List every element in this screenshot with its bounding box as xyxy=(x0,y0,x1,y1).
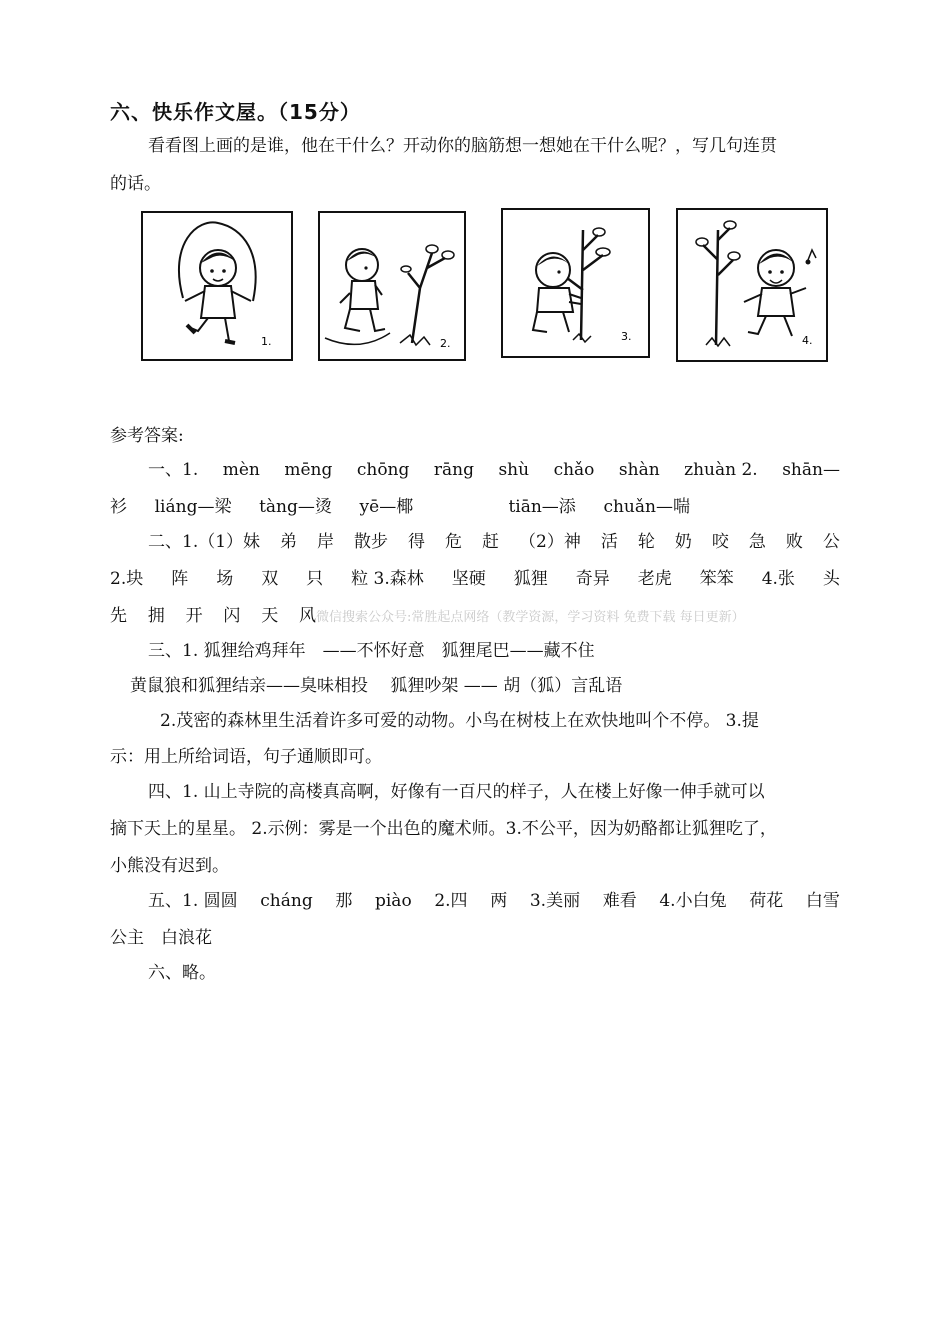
answer-token: 2.四 xyxy=(434,891,468,911)
answer-2-line-1 xyxy=(148,530,840,554)
answer-token: 3.美丽 xyxy=(529,891,581,911)
answer-5-line-2: 公主 白浪花 xyxy=(110,928,212,948)
answer-token: 公 xyxy=(822,532,840,552)
answer-token: 危 xyxy=(445,532,463,552)
answer-token: 难看 xyxy=(602,891,637,911)
answer-token: 急 xyxy=(748,532,766,552)
answer-token: 白雪 xyxy=(805,891,840,911)
answer-token: chǎo xyxy=(553,460,595,480)
answer-token: 拥 xyxy=(147,606,165,626)
answer-token: 粒 3.森林 xyxy=(351,569,424,589)
answer-token xyxy=(441,495,481,519)
prompt-line-2: 的话。 xyxy=(110,174,161,194)
answer-token: 4.小白兔 xyxy=(659,891,727,911)
answer-token: chōng xyxy=(356,460,410,480)
answer-token: yē—椰 xyxy=(359,497,414,517)
answer-token: 奇异 xyxy=(575,569,610,589)
answer-token: 风 xyxy=(298,606,316,626)
answer-token: 奶 xyxy=(674,532,692,552)
answers-title: 参考答案: xyxy=(110,426,184,446)
happy-boy-and-tree-drawing xyxy=(678,210,826,360)
answer-token: 2.块 xyxy=(110,569,144,589)
answer-6-line: 六、略。 xyxy=(148,963,216,983)
answer-token: mèn xyxy=(222,460,260,480)
answer-token: 闪 xyxy=(223,606,241,626)
jump-rope-drawing xyxy=(143,213,291,359)
answer-1-line-2 xyxy=(110,495,690,519)
answer-token: 4.张 xyxy=(761,569,795,589)
answer-token: 开 xyxy=(185,606,203,626)
answer-token: tàng—烫 xyxy=(259,497,332,517)
panel-number-2: 2. xyxy=(440,337,451,350)
answer-token: shù xyxy=(498,460,530,480)
section-heading: 六、快乐作文屋。（15分） xyxy=(110,100,361,124)
answer-token: liáng—梁 xyxy=(154,497,232,517)
answer-2-line-3-tokens xyxy=(110,604,316,628)
answer-token: 阵 xyxy=(171,569,189,589)
answer-token: 先 xyxy=(110,606,127,626)
picture-panel-4 xyxy=(676,208,828,362)
answer-token: shàn xyxy=(618,460,660,480)
panel-number-3: 3. xyxy=(621,330,632,343)
answer-token: 头 xyxy=(822,569,840,589)
answer-3-line-2: 黄鼠狼和狐狸结亲——臭味相投 狐狸吵架 —— 胡（狐）言乱语 xyxy=(130,676,623,696)
answer-token: 双 xyxy=(261,569,279,589)
answer-token: 散步 xyxy=(354,532,389,552)
answer-token: 笨笨 xyxy=(699,569,734,589)
watermark-text: 微信搜索公众号:常胜起点网络（教学资源，学习资料 免费下载 每日更新） xyxy=(316,610,745,625)
answer-token: 场 xyxy=(216,569,234,589)
answer-token: 赶 xyxy=(482,532,500,552)
answer-4-line-2: 摘下天上的星星。 2.示例：雾是一个出色的魔术师。3.不公平，因为奶酪都让狐狸吃了， xyxy=(110,819,777,839)
answer-token: 弟 xyxy=(280,532,298,552)
answer-3-line-4: 示：用上所给词语，句子通顺即可。 xyxy=(110,747,382,767)
panel-number-4: 4. xyxy=(802,334,813,347)
answer-token: 两 xyxy=(490,891,508,911)
answer-token: tiān—添 xyxy=(508,497,576,517)
answer-token: 轮 xyxy=(637,532,655,552)
picture-panel-1 xyxy=(141,211,293,361)
boy-fixing-tree-drawing xyxy=(503,210,648,356)
answer-token: 荷花 xyxy=(749,891,784,911)
prompt-line-1: 看看图上画的是谁，他在干什么？开动你的脑筋想一想她在干什么呢？，写几句连贯 xyxy=(148,136,777,156)
answer-1-line-1 xyxy=(148,458,840,482)
answer-2-line-2 xyxy=(110,567,840,591)
answer-token: 天 xyxy=(261,606,279,626)
answer-token: rāng xyxy=(433,460,474,480)
panel-number-1: 1. xyxy=(261,335,272,348)
answer-token: 咬 xyxy=(711,532,729,552)
answer-token: piào xyxy=(374,891,412,911)
answer-3-line-3: 2.茂密的森林里生活着许多可爱的动物。小鸟在树枝上在欢快地叫个不停。 3.提 xyxy=(160,711,759,731)
answer-2-line-3 xyxy=(110,604,840,630)
picture-panel-2 xyxy=(318,211,466,361)
boy-and-broken-tree-drawing xyxy=(320,213,464,359)
answer-token: 坚硬 xyxy=(451,569,486,589)
answer-token: 老虎 xyxy=(637,569,672,589)
answer-5-line-1 xyxy=(148,889,840,913)
answer-token: （2）神 xyxy=(519,532,581,552)
answer-token: 那 xyxy=(335,891,353,911)
answer-token: shān— xyxy=(782,460,840,480)
answer-token: cháng xyxy=(260,891,313,911)
answer-token: 衫 xyxy=(110,497,127,517)
answer-token: 狐狸 xyxy=(513,569,548,589)
answer-token: 二、1.（1）妹 xyxy=(148,532,261,552)
answer-token: 岸 xyxy=(317,532,335,552)
answer-token: 败 xyxy=(785,532,803,552)
answer-token: 五、1. 圆圆 xyxy=(148,891,238,911)
answer-token: 只 xyxy=(306,569,324,589)
answer-4-line-3: 小熊没有迟到。 xyxy=(110,856,229,876)
answer-token: zhuàn 2. xyxy=(684,460,758,480)
answer-token: 活 xyxy=(600,532,618,552)
answer-token: 一、1. xyxy=(148,460,199,480)
picture-panel-3 xyxy=(501,208,650,358)
picture-sequence xyxy=(138,205,828,365)
answer-3-line-1: 三、1. 狐狸给鸡拜年 ——不怀好意 狐狸尾巴——藏不住 xyxy=(148,641,595,661)
answer-token: mēng xyxy=(284,460,333,480)
answer-token: chuǎn—喘 xyxy=(603,497,690,517)
answer-4-line-1: 四、1. 山上寺院的高楼真高啊，好像有一百尺的样子，人在楼上好像一伸手就可以 xyxy=(148,782,765,802)
answer-token: 得 xyxy=(408,532,426,552)
